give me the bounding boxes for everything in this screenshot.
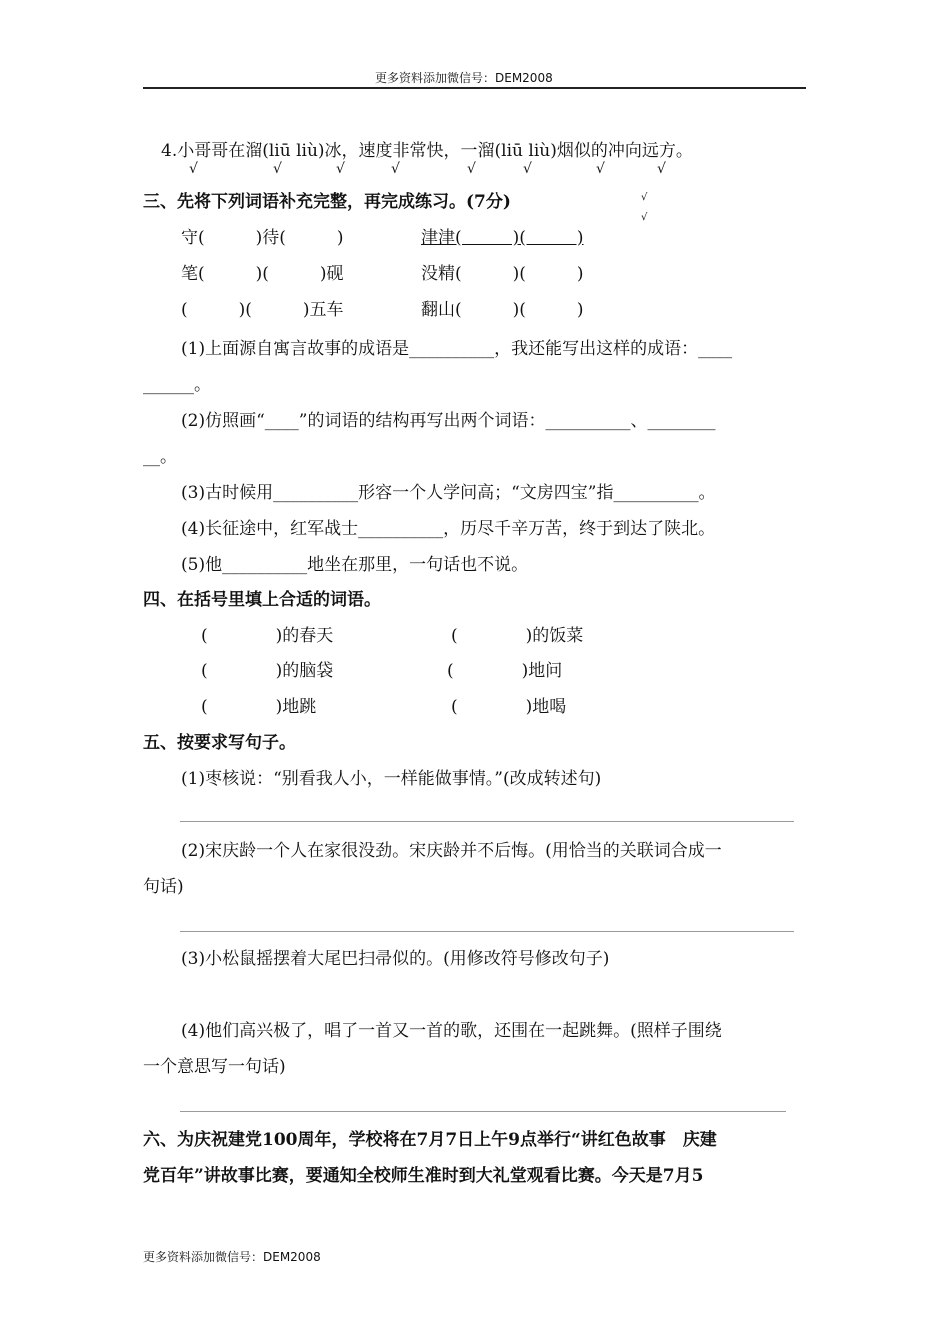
- section6-line2: 党百年”讲故事比赛，要通知全校师生准时到大礼堂观看比赛。今天是7月5: [143, 1166, 704, 1186]
- section3-q2-line2: __。: [143, 447, 177, 467]
- fill-item: ( )的春天: [201, 626, 334, 646]
- section5-q2-line1: (2)宋庆龄一个人在家很没劲。宋庆龄并不后悔。(用恰当的关联词合成一: [181, 841, 722, 861]
- section5-q1: (1)枣核说：“别看我人小，一样能做事情。”(改成转述句): [181, 769, 602, 789]
- section5-q3: (3)小松鼠摇摆着大尾巴扫帚似的。(用修改符号修改句子): [181, 949, 610, 969]
- section5-title: 五、按要求写句子。: [143, 733, 296, 753]
- section3-q5: (5)他__________地坐在那里，一句话也不说。: [181, 555, 529, 575]
- section3-q1-line1: (1)上面源自寓言故事的成语是__________，我还能写出这样的成语：____: [181, 339, 733, 359]
- idiom-row3-right: 翻山( )( ): [421, 300, 584, 320]
- fill-item: ( )地喝: [451, 697, 567, 717]
- check-mark: √: [523, 161, 532, 177]
- section3-q4: (4)长征途中，红军战士__________，历尽千辛万苦，终于到达了陕北。: [181, 519, 716, 539]
- section3-q3: (3)古时候用__________形容一个人学问高；“文房四宝”指__________。: [181, 483, 716, 503]
- section4-title: 四、在括号里填上合适的词语。: [143, 590, 381, 610]
- check-mark: √: [391, 161, 400, 177]
- header-rule: [143, 87, 806, 89]
- idiom-row2-right: 没精( )( ): [421, 264, 584, 284]
- check-mark: √: [189, 161, 198, 177]
- fill-item: ( )的饭菜: [451, 626, 584, 646]
- check-mark-small: √: [641, 192, 648, 203]
- section3-q1-line2: ______。: [143, 375, 211, 395]
- check-mark: √: [273, 161, 282, 177]
- page-footer: 更多资料添加微信号：DEM2008: [143, 1250, 321, 1264]
- answer-line: [180, 821, 794, 822]
- check-mark: √: [596, 161, 605, 177]
- section3-q2-line1: (2)仿照画“____”的词语的结构再写出两个词语：__________、________: [181, 411, 716, 431]
- idiom-row2-left: 笔( )( )砚: [181, 264, 344, 284]
- section5-q2-line2: 句话): [143, 877, 184, 897]
- fill-item: ( )地跳: [201, 697, 317, 717]
- answer-line: [180, 931, 794, 932]
- check-mark-small: √: [641, 212, 648, 223]
- check-mark: √: [336, 161, 345, 177]
- check-mark: √: [467, 161, 476, 177]
- section5-q4-line1: (4)他们高兴极了，唱了一首又一首的歌，还围在一起跳舞。(照样子围绕: [181, 1021, 722, 1041]
- answer-line: [180, 1111, 786, 1112]
- idiom-row3-left: ( )( )五车: [181, 300, 344, 320]
- section5-q4-line2: 一个意思写一句话): [143, 1057, 286, 1077]
- page-header: 更多资料添加微信号：DEM2008: [375, 71, 553, 85]
- fill-item: ( )的脑袋: [201, 661, 334, 681]
- fill-item: ( )地问: [447, 661, 563, 681]
- idiom-row1-left: 守( )待( ): [181, 228, 344, 248]
- check-mark: √: [657, 161, 666, 177]
- idiom-row1-right: 津津( )( ): [421, 228, 584, 248]
- pinyin-question-line: 4.小哥哥在溜(liū liù)冰，速度非常快，一溜(liū liù)烟似的冲向远方。: [161, 141, 693, 161]
- section6-line1: 六、为庆祝建党100周年，学校将在7月7日上午9点举行“讲红色故事 庆建: [143, 1130, 717, 1150]
- section3-title: 三、先将下列词语补充完整，再完成练习。(7分): [143, 192, 511, 212]
